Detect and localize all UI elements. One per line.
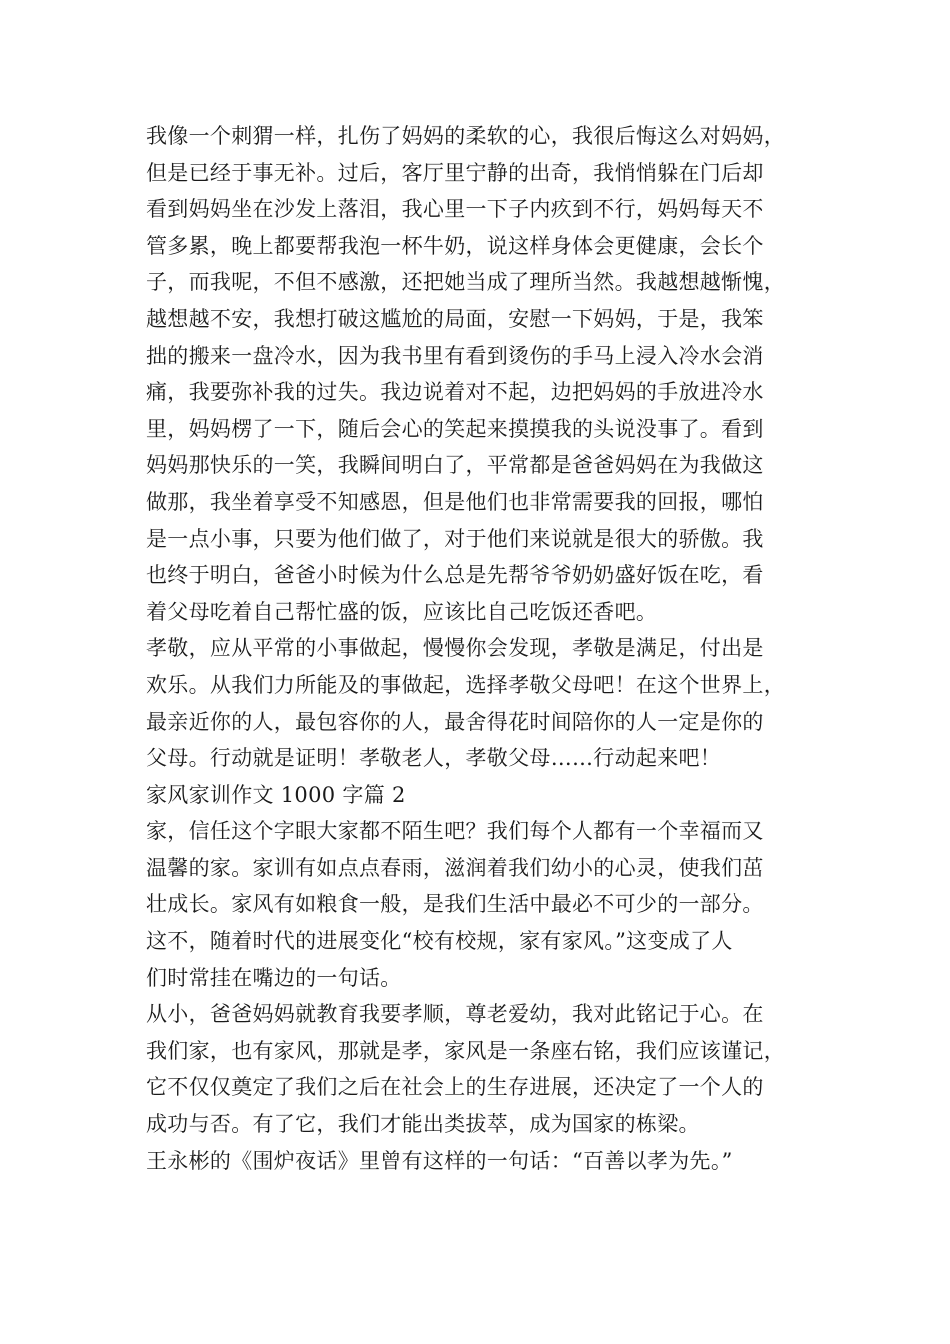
paragraph xyxy=(146,996,826,1142)
text-line: 们时常挂在嘴边的一句话。 xyxy=(146,965,402,990)
text-line: 我像一个刺猬一样，扎伤了妈妈的柔软的心，我很后悔这么对妈妈， xyxy=(146,124,785,148)
text-line: 妈妈那快乐的一笑，我瞬间明白了，平常都是爸爸妈妈在为我做这 xyxy=(146,453,764,478)
text-line: 里，妈妈楞了一下，随后会心的笑起来摸摸我的头说没事了。看到 xyxy=(146,416,764,441)
text-line: 它不仅仅奠定了我们之后在社会上的生存进展，还决定了一个人的 xyxy=(146,1075,764,1100)
text-line: 家，信任这个字眼大家都不陌生吧？我们每个人都有一个幸福而又 xyxy=(146,819,764,844)
text-line: 成功与否。有了它，我们才能出类拔萃，成为国家的栋梁。 xyxy=(146,1112,700,1137)
text-line: 欢乐。从我们力所能及的事做起，选择孝敬父母吧！在这个世界上， xyxy=(146,672,785,697)
text-line: 也终于明白，爸爸小时候为什么总是先帮爷爷奶奶盛好饭在吃，看 xyxy=(146,563,764,588)
text-line: 温馨的家。家训有如点点春雨，滋润着我们幼小的心灵，使我们茁 xyxy=(146,855,764,880)
text-line: 拙的搬来一盘冷水，因为我书里有看到烫伤的手马上浸入冷水会消 xyxy=(146,343,764,368)
text-line: 管多累，晚上都要帮我泡一杯牛奶，说这样身体会更健康，会长个 xyxy=(146,233,764,258)
text-line: 做那，我坐着享受不知感恩，但是他们也非常需要我的回报，哪怕 xyxy=(146,489,764,514)
paragraph xyxy=(146,118,826,630)
text-line: 壮成长。家风有如粮食一般，是我们生活中最必不可少的一部分。 xyxy=(146,892,764,917)
text-line: 这不，随着时代的进展变化“校有校规，家有家风。”这变成了人 xyxy=(146,929,733,954)
text-line: 孝敬，应从平常的小事做起，慢慢你会发现，孝敬是满足，付出是 xyxy=(146,636,764,661)
section-heading xyxy=(146,777,826,814)
text-line: 着父母吃着自己帮忙盛的饭，应该比自己吃饭还香吧。 xyxy=(146,599,658,624)
heading-line: 家风家训作文 1000 字篇 2 xyxy=(146,782,406,807)
document-body xyxy=(146,118,826,1179)
text-line: 我们家，也有家风，那就是孝，家风是一条座右铭，我们应该谨记， xyxy=(146,1038,785,1063)
text-line: 看到妈妈坐在沙发上落泪，我心里一下子内疚到不行，妈妈每天不 xyxy=(146,197,764,222)
text-line: 痛，我要弥补我的过失。我边说着对不起，边把妈妈的手放进冷水 xyxy=(146,380,764,405)
text-line: 但是已经于事无补。过后，客厅里宁静的出奇，我悄悄躲在门后却 xyxy=(146,160,764,185)
text-line: 父母。行动就是证明！孝敬老人，孝敬父母……行动起来吧！ xyxy=(146,746,722,771)
paragraph xyxy=(146,630,826,776)
paragraph xyxy=(146,1143,826,1180)
text-line: 王永彬的《围炉夜话》里曾有这样的一句话：“百善以孝为先。” xyxy=(146,1148,733,1173)
paragraph xyxy=(146,813,826,996)
text-line: 最亲近你的人，最包容你的人，最舍得花时间陪你的人一定是你的 xyxy=(146,709,764,734)
text-line: 是一点小事，只要为他们做了，对于他们来说就是很大的骄傲。我 xyxy=(146,526,764,551)
text-line: 从小，爸爸妈妈就教育我要孝顺，尊老爱幼，我对此铭记于心。在 xyxy=(146,1002,764,1027)
text-line: 子，而我呢，不但不感激，还把她当成了理所当然。我越想越惭愧， xyxy=(146,270,785,295)
text-line: 越想越不安，我想打破这尴尬的局面，安慰一下妈妈，于是，我笨 xyxy=(146,306,764,331)
